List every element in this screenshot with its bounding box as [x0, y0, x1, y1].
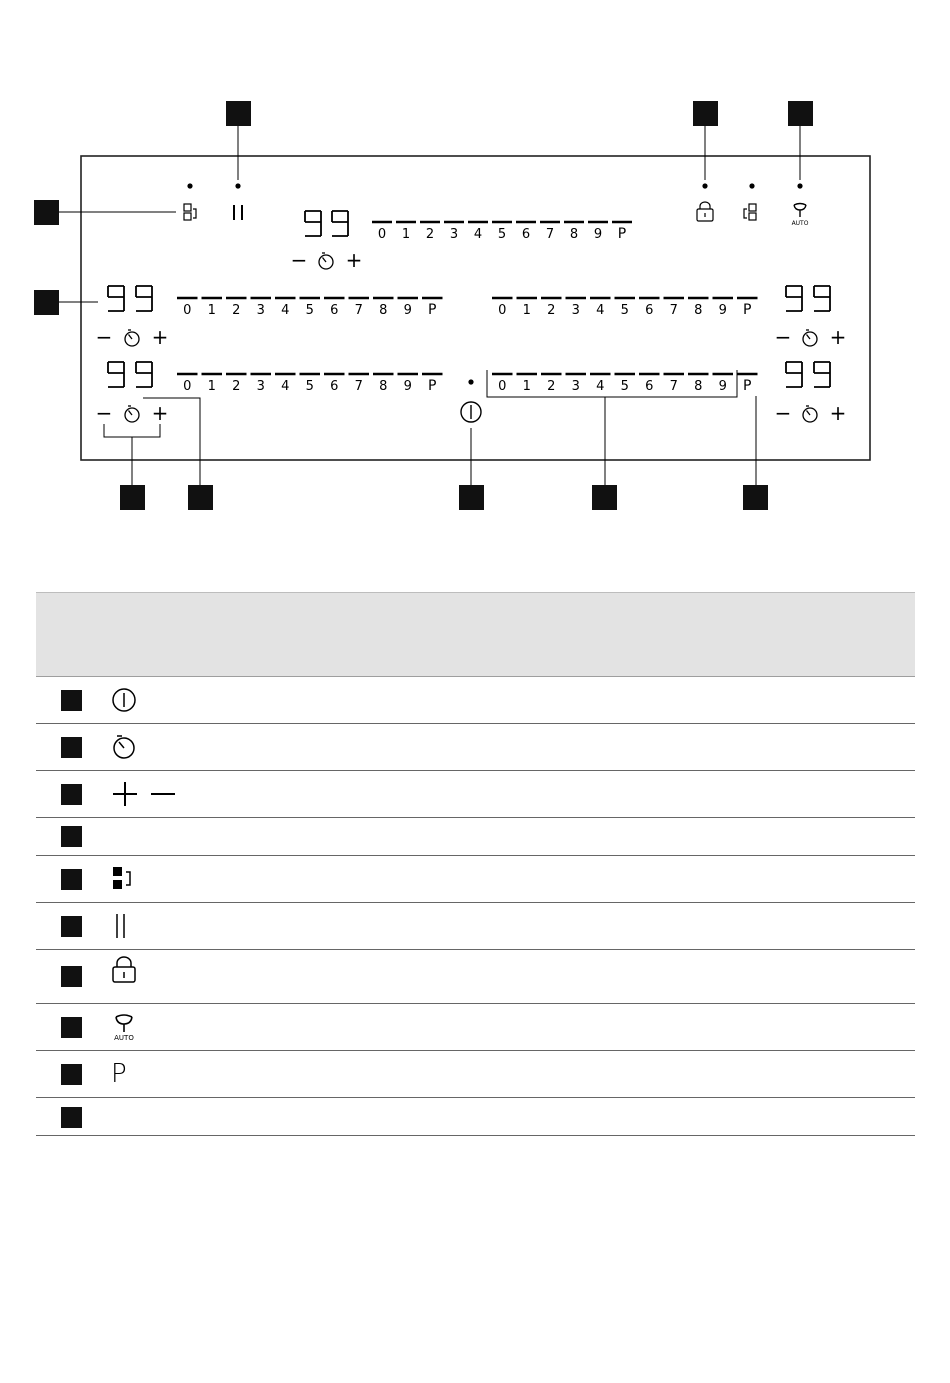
callout-top-lock	[693, 101, 718, 126]
scale-label: P	[428, 302, 437, 318]
callout-top-auto	[788, 101, 813, 126]
svg-text:+: +	[151, 325, 169, 349]
pause-icon	[111, 903, 131, 949]
scale-label: 2	[425, 227, 435, 242]
legend-row	[36, 818, 915, 856]
legend-table	[36, 592, 915, 1136]
scale-label: 2	[232, 303, 241, 318]
svg-text:+: +	[345, 248, 363, 272]
scale-label: 7	[354, 303, 363, 318]
bridge-right-icon[interactable]	[744, 204, 756, 220]
svg-text:−: −	[95, 325, 113, 349]
display-right-lower	[786, 362, 830, 387]
legend-row	[36, 1098, 915, 1136]
legend-row	[36, 903, 915, 950]
scale-label: 1	[207, 379, 216, 394]
scale-label: 9	[718, 303, 727, 318]
scale-label: 2	[547, 303, 556, 318]
scale-label: 3	[571, 379, 580, 394]
row-callout	[61, 916, 82, 937]
display-top-center	[305, 211, 348, 236]
scale-label: 4	[281, 379, 290, 394]
callout-bottom-indicator	[188, 485, 213, 510]
scale-label: 8	[569, 227, 579, 242]
callout-left-display	[34, 290, 59, 315]
timer-controls-top[interactable]	[291, 248, 363, 272]
scale-label: 3	[256, 303, 265, 318]
scale-label: 2	[547, 379, 556, 394]
svg-text:−: −	[774, 401, 792, 425]
control-panel-diagram	[0, 0, 950, 540]
scale-label: 7	[669, 379, 678, 394]
scale-label: P	[617, 226, 627, 242]
scale-label: 8	[379, 379, 388, 394]
callout-bottom-powerboost	[743, 485, 768, 510]
pause-icon[interactable]	[234, 205, 242, 220]
scale-label: 5	[497, 227, 507, 242]
row-callout	[61, 1064, 82, 1085]
scale-label: 2	[232, 379, 241, 394]
scale-label: 6	[645, 379, 654, 394]
scale-label: 7	[669, 303, 678, 318]
scale-label: 8	[694, 303, 703, 318]
legend-row	[36, 1051, 915, 1098]
row-callout	[61, 826, 82, 847]
scale-label: 1	[401, 227, 411, 242]
scale-label: 5	[620, 303, 629, 318]
scale-label: 9	[593, 227, 603, 242]
scale-label: 0	[183, 379, 192, 394]
row-callout	[61, 784, 82, 805]
scale-label: 4	[596, 303, 605, 318]
row-callout	[61, 1107, 82, 1128]
scale-label: 4	[473, 227, 483, 242]
row-callout	[61, 690, 82, 711]
scale-label: 3	[449, 227, 459, 242]
scale-label: 5	[305, 303, 314, 318]
legend-header	[36, 592, 915, 677]
svg-text:AUTO: AUTO	[114, 1034, 134, 1041]
timer-controls-left-upper[interactable]	[96, 325, 169, 349]
row-callout	[61, 869, 82, 890]
svg-text:−: −	[774, 325, 792, 349]
scale-label: 9	[403, 303, 412, 318]
legend-row	[36, 677, 915, 724]
display-left-upper	[108, 286, 152, 311]
scale-label: 4	[281, 303, 290, 318]
scale-label: 1	[522, 379, 531, 394]
legend-row	[36, 771, 915, 818]
row-callout	[61, 1017, 82, 1038]
hob2hood-auto-icon[interactable]	[792, 204, 809, 228]
svg-text:+: +	[829, 325, 847, 349]
scale-label: P	[743, 378, 752, 394]
legend-row	[36, 724, 915, 771]
row-callout	[61, 966, 82, 987]
panel-frame	[81, 156, 870, 460]
scale-label: 3	[256, 379, 265, 394]
callout-bottom-scale	[592, 485, 617, 510]
row-callout	[61, 737, 82, 758]
scale-right-upper[interactable]	[492, 298, 758, 318]
scale-top-center[interactable]	[372, 222, 632, 242]
svg-text:+: +	[829, 401, 847, 425]
scale-label: 7	[545, 227, 555, 242]
scale-label: 6	[330, 379, 339, 394]
scale-label: 1	[522, 303, 531, 318]
scale-label: 8	[379, 303, 388, 318]
svg-text:+: +	[151, 401, 169, 425]
callout-bottom-onoff	[459, 485, 484, 510]
legend-row	[36, 1004, 915, 1051]
scale-label: 6	[521, 227, 531, 242]
timer-controls-left-lower[interactable]	[96, 401, 169, 425]
scale-label: 5	[305, 379, 314, 394]
bridge-icon	[111, 856, 135, 902]
scale-label: 0	[183, 303, 192, 318]
scale-label: 3	[571, 303, 580, 318]
legend-row	[36, 856, 915, 903]
hob2hood-auto-icon	[111, 1004, 137, 1050]
timer-controls-right-lower[interactable]	[775, 401, 847, 425]
scale-left-upper[interactable]	[177, 298, 443, 318]
scale-right-lower[interactable]	[492, 374, 758, 394]
scale-label: 0	[498, 379, 507, 394]
scale-label: 9	[403, 379, 412, 394]
scale-label: 9	[718, 379, 727, 394]
timer-icon	[111, 724, 137, 770]
scale-label: P	[428, 378, 437, 394]
scale-label: 1	[207, 303, 216, 318]
lock-icon	[111, 950, 137, 1009]
timer-controls-right-upper[interactable]	[775, 325, 847, 349]
svg-text:−: −	[290, 248, 308, 272]
scale-label: 0	[498, 303, 507, 318]
svg-text:−: −	[95, 401, 113, 425]
power-scales	[177, 222, 758, 394]
plus-minus-icon	[111, 771, 177, 817]
scale-label: 7	[354, 379, 363, 394]
callout-bottom-timer	[120, 485, 145, 510]
display-right-upper	[786, 286, 830, 311]
powerboost-label: P	[111, 1059, 127, 1089]
callout-left-bridge	[34, 200, 59, 225]
scale-label: 5	[620, 379, 629, 394]
scale-label: 6	[645, 303, 654, 318]
callout-top-pause	[226, 101, 251, 126]
scale-label: 6	[330, 303, 339, 318]
on-off-icon[interactable]	[461, 402, 481, 422]
on-off-icon	[111, 677, 137, 723]
legend-row	[36, 950, 915, 1004]
scale-label: P	[743, 302, 752, 318]
scale-label: 4	[596, 379, 605, 394]
svg-text:AUTO: AUTO	[791, 220, 809, 227]
display-left-lower	[108, 362, 152, 387]
scale-label: 0	[377, 227, 387, 242]
powerboost-icon	[111, 1051, 127, 1097]
scale-label: 8	[694, 379, 703, 394]
lock-icon[interactable]	[697, 202, 713, 221]
scale-left-lower[interactable]	[177, 374, 443, 394]
bridge-icon[interactable]	[184, 204, 196, 220]
